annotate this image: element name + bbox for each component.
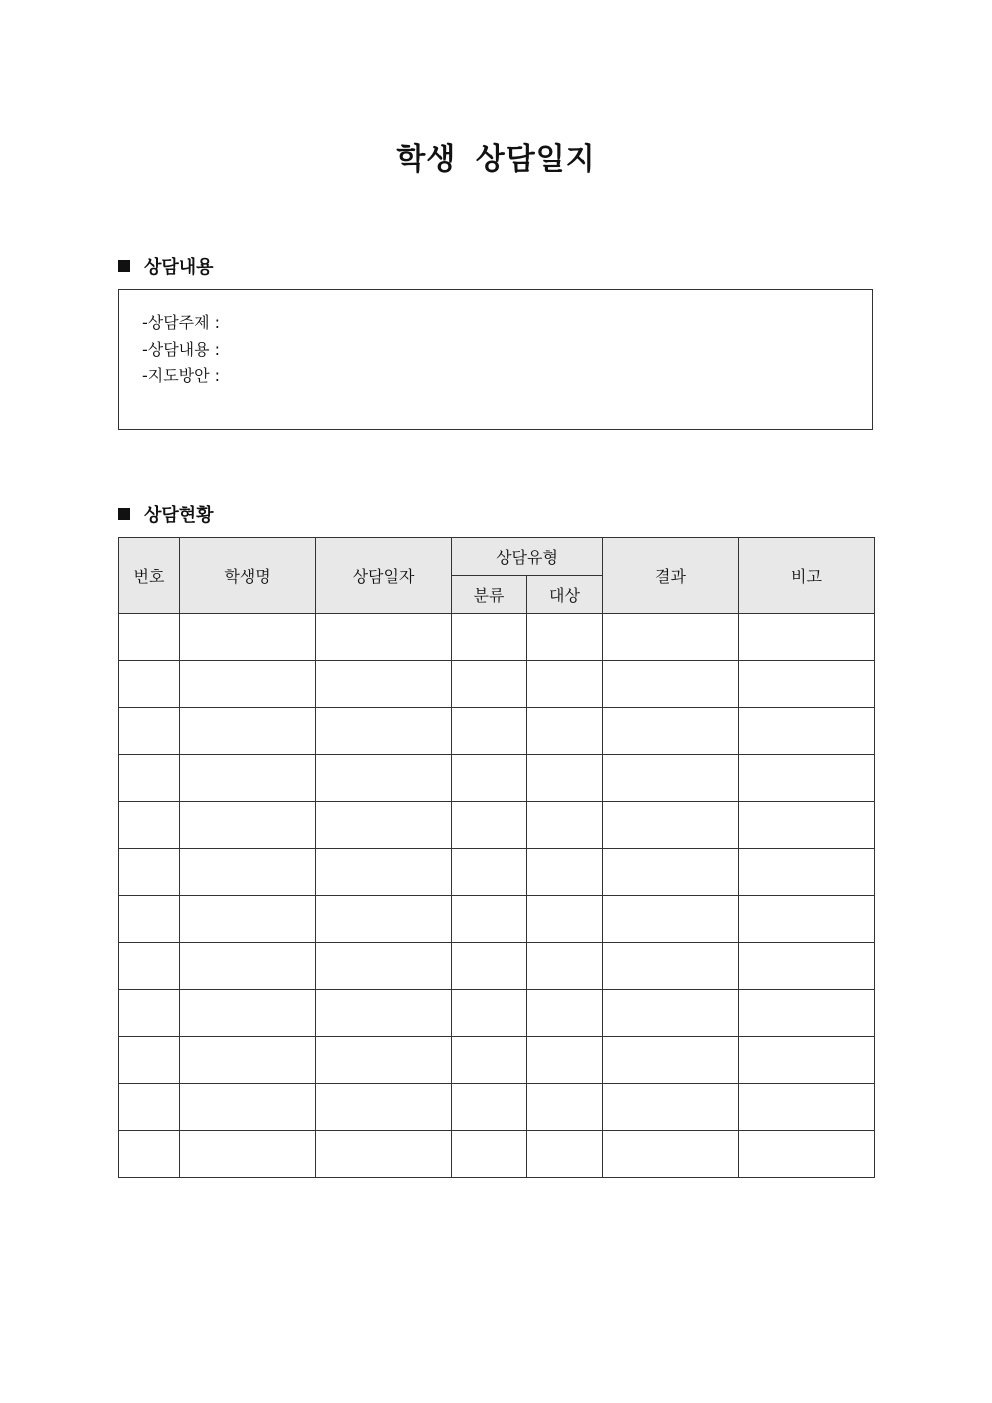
column-header-type-category: 분류 [452,576,527,614]
status-table-body [119,614,875,1178]
table-row [119,1084,875,1131]
consultation-topic-line: -상담주제 : [142,313,221,332]
cell-number[interactable] [119,755,180,802]
cell-result[interactable] [603,708,739,755]
table-row [119,802,875,849]
cell-type-target[interactable] [527,943,603,990]
cell-note[interactable] [739,1084,875,1131]
cell-note[interactable] [739,1131,875,1178]
cell-note[interactable] [739,896,875,943]
column-header-type-target: 대상 [527,576,603,614]
cell-number[interactable] [119,1131,180,1178]
cell-result[interactable] [603,849,739,896]
cell-type-category[interactable] [452,896,527,943]
cell-number[interactable] [119,1084,180,1131]
cell-result[interactable] [603,661,739,708]
cell-type-target[interactable] [527,1037,603,1084]
table-row [119,661,875,708]
cell-date[interactable] [316,896,452,943]
cell-student-name[interactable] [180,896,316,943]
table-row [119,755,875,802]
cell-date[interactable] [316,1084,452,1131]
cell-note[interactable] [739,755,875,802]
cell-number[interactable] [119,943,180,990]
cell-type-target[interactable] [527,755,603,802]
cell-result[interactable] [603,614,739,661]
cell-student-name[interactable] [180,1037,316,1084]
table-row [119,943,875,990]
cell-type-target[interactable] [527,990,603,1037]
cell-number[interactable] [119,896,180,943]
cell-number[interactable] [119,614,180,661]
table-row [119,1037,875,1084]
cell-result[interactable] [603,755,739,802]
cell-type-category[interactable] [452,614,527,661]
table-row [119,1131,875,1178]
cell-date[interactable] [316,614,452,661]
cell-student-name[interactable] [180,990,316,1037]
cell-number[interactable] [119,661,180,708]
black-square-bullet-icon [118,508,130,520]
cell-date[interactable] [316,943,452,990]
column-header-student-name: 학생명 [180,538,316,614]
consultation-status-table [118,537,875,1178]
cell-type-category[interactable] [452,990,527,1037]
cell-result[interactable] [603,802,739,849]
cell-student-name[interactable] [180,943,316,990]
consultation-details-line: -상담내용 : [142,339,221,359]
cell-note[interactable] [739,1037,875,1084]
consultation-content-box [118,289,873,430]
cell-student-name[interactable] [180,614,316,661]
section-heading-label: 상담내용 [144,257,214,278]
table-row [119,990,875,1037]
cell-type-category[interactable] [452,1037,527,1084]
section-heading-content [118,253,214,279]
guidance-plan-line: -지도방안 : [142,366,221,385]
cell-result[interactable] [603,1084,739,1131]
table-row [119,708,875,755]
section-heading-status [118,501,214,527]
cell-number[interactable] [119,802,180,849]
cell-student-name[interactable] [180,1084,316,1131]
cell-result[interactable] [603,990,739,1037]
cell-type-category[interactable] [452,755,527,802]
cell-date[interactable] [316,1037,452,1084]
cell-note[interactable] [739,661,875,708]
cell-note[interactable] [739,990,875,1037]
cell-type-target[interactable] [527,849,603,896]
cell-type-target[interactable] [527,614,603,661]
cell-result[interactable] [603,896,739,943]
cell-number[interactable] [119,1037,180,1084]
cell-type-target[interactable] [527,708,603,755]
table-row [119,614,875,661]
column-header-type: 상담유형 [452,538,603,576]
cell-type-category[interactable] [452,661,527,708]
cell-note[interactable] [739,614,875,661]
column-header-number: 번호 [119,538,180,614]
cell-result[interactable] [603,1131,739,1178]
cell-number[interactable] [119,708,180,755]
table-row [119,849,875,896]
cell-date[interactable] [316,1131,452,1178]
cell-date[interactable] [316,802,452,849]
cell-type-category[interactable] [452,943,527,990]
cell-date[interactable] [316,990,452,1037]
cell-note[interactable] [739,802,875,849]
cell-result[interactable] [603,943,739,990]
cell-date[interactable] [316,849,452,896]
cell-note[interactable] [739,849,875,896]
table-row [119,896,875,943]
cell-type-category[interactable] [452,849,527,896]
cell-date[interactable] [316,661,452,708]
cell-date[interactable] [316,708,452,755]
cell-student-name[interactable] [180,849,316,896]
cell-type-category[interactable] [452,1131,527,1178]
cell-student-name[interactable] [180,802,316,849]
section-heading-label: 상담현황 [144,505,214,526]
cell-type-target[interactable] [527,1131,603,1178]
black-square-bullet-icon [118,260,130,272]
cell-type-category[interactable] [452,1084,527,1131]
page-title: 학생 상담일지 [396,142,596,177]
cell-number[interactable] [119,990,180,1037]
column-header-result: 결과 [603,538,739,614]
column-header-date: 상담일자 [316,538,452,614]
cell-type-target[interactable] [527,1084,603,1131]
cell-type-category[interactable] [452,802,527,849]
cell-number[interactable] [119,849,180,896]
cell-result[interactable] [603,1037,739,1084]
cell-student-name[interactable] [180,755,316,802]
cell-student-name[interactable] [180,661,316,708]
cell-date[interactable] [316,755,452,802]
cell-type-target[interactable] [527,661,603,708]
cell-note[interactable] [739,708,875,755]
cell-student-name[interactable] [180,708,316,755]
column-header-note: 비고 [739,538,875,614]
cell-type-target[interactable] [527,896,603,943]
cell-type-target[interactable] [527,802,603,849]
cell-student-name[interactable] [180,1131,316,1178]
cell-type-category[interactable] [452,708,527,755]
cell-note[interactable] [739,943,875,990]
